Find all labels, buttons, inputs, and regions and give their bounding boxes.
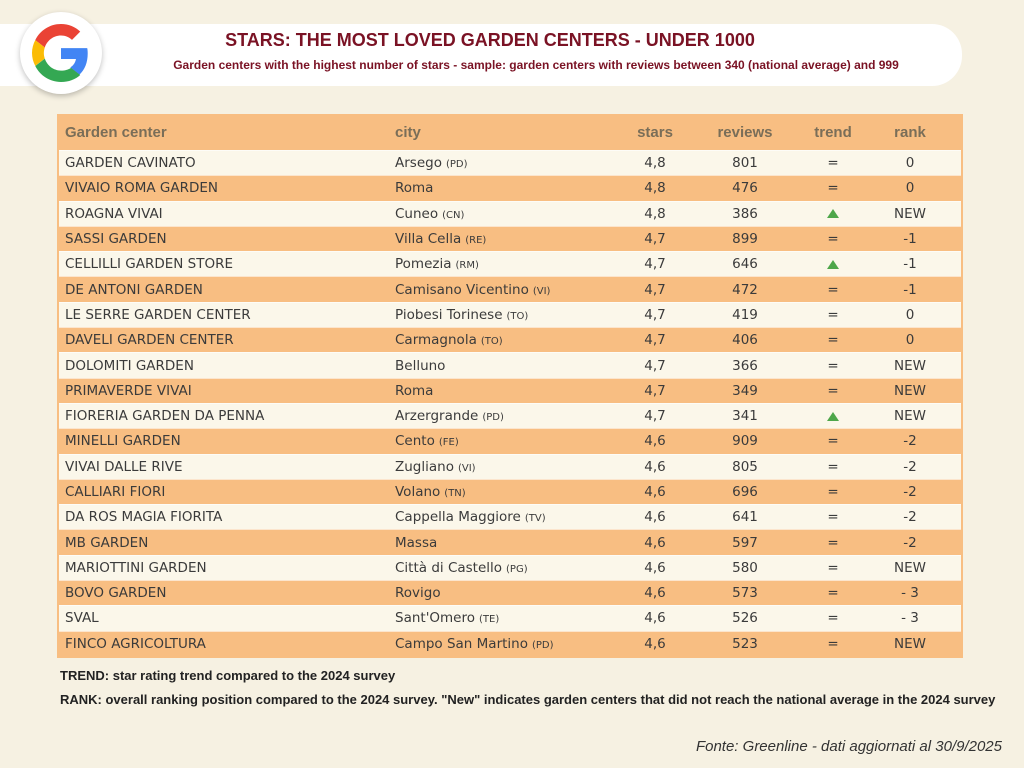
cell-reviews: 646 xyxy=(732,256,758,273)
cell-rank: NEW xyxy=(894,357,926,374)
table-row xyxy=(59,479,961,504)
cell-city xyxy=(389,282,617,298)
cell-rank: -2 xyxy=(903,509,917,526)
cell-trend: = xyxy=(827,180,839,197)
cell-trend xyxy=(797,412,869,421)
cell-city-name: Villa Cella xyxy=(395,231,462,248)
cell-name: LE SERRE GARDEN CENTER xyxy=(65,306,251,323)
cell-stars: 4,6 xyxy=(644,534,666,551)
cell-reviews: 805 xyxy=(732,458,758,475)
table-row xyxy=(59,201,961,226)
cell-city xyxy=(389,155,617,171)
ranking-table xyxy=(57,114,963,658)
cell-city xyxy=(389,332,617,348)
cell-rank: -2 xyxy=(903,433,917,450)
cell-city xyxy=(389,206,617,222)
cell-rank: -2 xyxy=(903,458,917,475)
cell-trend: = xyxy=(827,231,839,248)
cell-name: MB GARDEN xyxy=(65,534,149,551)
table-row xyxy=(59,175,961,200)
cell-city xyxy=(389,433,617,449)
cell-city-name: Belluno xyxy=(395,357,446,374)
table-row xyxy=(59,378,961,403)
cell-reviews: 472 xyxy=(732,281,758,298)
cell-reviews: 909 xyxy=(732,433,758,450)
cell-province: (RM) xyxy=(455,260,479,272)
cell-name: MINELLI GARDEN xyxy=(65,433,181,450)
table-row xyxy=(59,327,961,352)
cell-reviews: 573 xyxy=(732,585,758,602)
cell-city xyxy=(389,358,617,374)
footnotes xyxy=(60,666,1015,710)
table-row xyxy=(59,580,961,605)
cell-city-name: Sant'Omero xyxy=(395,610,475,627)
cell-name: FINCO AGRICOLTURA xyxy=(65,635,206,652)
table-row xyxy=(59,150,961,175)
cell-city xyxy=(389,509,617,525)
table-row xyxy=(59,226,961,251)
cell-stars: 4,6 xyxy=(644,433,666,450)
cell-province: (FE) xyxy=(438,437,459,449)
cell-stars: 4,6 xyxy=(644,635,666,652)
trend-up-icon xyxy=(827,209,839,218)
cell-province: (VI) xyxy=(457,462,476,474)
table-row xyxy=(59,403,961,428)
cell-province: (PD) xyxy=(532,639,554,651)
cell-name: GARDEN CAVINATO xyxy=(65,155,196,172)
table-body xyxy=(59,150,961,656)
cell-rank: NEW xyxy=(894,559,926,576)
cell-city xyxy=(389,484,617,500)
table-row xyxy=(59,251,961,276)
cell-stars: 4,6 xyxy=(644,610,666,627)
cell-city-name: Pomezia xyxy=(395,256,452,273)
table-row xyxy=(59,454,961,479)
table-row xyxy=(59,605,961,630)
cell-city-name: Volano xyxy=(395,484,441,500)
table-row xyxy=(59,529,961,554)
cell-province: (TN) xyxy=(444,488,466,499)
cell-city xyxy=(389,408,617,424)
cell-rank: - 3 xyxy=(901,610,919,627)
cell-rank: -1 xyxy=(903,281,917,298)
cell-trend: = xyxy=(827,509,839,526)
page-subtitle: Garden centers with the highest number of stars - sample: garden centers with reviews between 340 (national average) and 999 xyxy=(173,58,899,72)
cell-province: (PD) xyxy=(445,159,468,171)
cell-city xyxy=(389,610,617,626)
cell-stars: 4,7 xyxy=(644,256,666,273)
cell-city-name: Roma xyxy=(395,180,434,197)
cell-stars: 4,7 xyxy=(644,306,666,323)
cell-city-name: Arsego xyxy=(395,155,442,172)
cell-city-name: Cappella Maggiore xyxy=(395,509,521,526)
cell-city-name: Cuneo xyxy=(395,205,439,222)
cell-stars: 4,6 xyxy=(644,585,666,602)
cell-name: SVAL xyxy=(65,610,99,627)
cell-city-name: Cento xyxy=(395,433,435,450)
cell-name: MARIOTTINI GARDEN xyxy=(65,559,207,576)
cell-reviews: 801 xyxy=(732,155,758,172)
cell-reviews: 386 xyxy=(732,205,758,222)
table-row xyxy=(59,428,961,453)
cell-city-name: Piobesi Torinese xyxy=(395,306,503,323)
cell-trend: = xyxy=(827,382,839,399)
cell-province: (VI) xyxy=(532,285,551,297)
page-title: STARS: THE MOST LOVED GARDEN CENTERS - UNDER 1000 xyxy=(225,30,755,50)
cell-name: DAVELI GARDEN CENTER xyxy=(65,332,234,349)
cell-name: DA ROS MAGIA FIORITA xyxy=(65,509,223,526)
col-header-rank: rank xyxy=(894,123,926,141)
cell-trend: = xyxy=(827,357,839,374)
cell-stars: 4,7 xyxy=(644,408,666,425)
cell-stars: 4,7 xyxy=(644,281,666,298)
cell-province: (TO) xyxy=(480,336,503,348)
table-row xyxy=(59,352,961,377)
cell-city xyxy=(389,585,617,601)
google-logo xyxy=(20,12,102,94)
cell-reviews: 341 xyxy=(732,408,758,425)
cell-name: BOVO GARDEN xyxy=(65,585,167,602)
cell-trend: = xyxy=(827,635,839,652)
cell-stars: 4,8 xyxy=(644,155,666,172)
cell-stars: 4,6 xyxy=(644,458,666,475)
cell-reviews: 899 xyxy=(732,231,758,248)
table-row xyxy=(59,504,961,529)
cell-name: DOLOMITI GARDEN xyxy=(65,357,194,374)
col-header-name: Garden center xyxy=(65,123,167,141)
trend-up-icon xyxy=(827,260,839,269)
cell-reviews: 366 xyxy=(732,357,758,374)
cell-rank: NEW xyxy=(894,382,926,399)
cell-province: (PD) xyxy=(482,412,504,424)
google-g-icon xyxy=(32,24,90,82)
cell-city xyxy=(389,459,617,475)
cell-trend: = xyxy=(827,306,839,323)
cell-rank: 0 xyxy=(905,180,915,197)
cell-city xyxy=(389,307,617,323)
cell-trend: = xyxy=(827,585,839,602)
cell-city xyxy=(389,383,617,399)
cell-trend: = xyxy=(827,559,839,576)
col-header-trend: trend xyxy=(814,123,852,141)
cell-stars: 4,6 xyxy=(644,559,666,576)
cell-city-name: Città di Castello xyxy=(395,559,503,576)
cell-name: FIORERIA GARDEN DA PENNA xyxy=(65,408,265,425)
trend-up-icon xyxy=(827,412,839,421)
cell-reviews: 641 xyxy=(732,509,758,526)
cell-rank: -2 xyxy=(903,484,917,500)
cell-city-name: Zugliano xyxy=(395,458,454,475)
col-header-stars: stars xyxy=(637,123,673,141)
cell-rank: - 3 xyxy=(901,585,919,602)
cell-stars: 4,7 xyxy=(644,332,666,349)
table-row xyxy=(59,555,961,580)
cell-name: VIVAI DALLE RIVE xyxy=(65,458,183,475)
cell-rank: 0 xyxy=(905,155,915,172)
cell-trend xyxy=(797,260,869,269)
cell-rank: 0 xyxy=(905,306,915,323)
cell-trend xyxy=(797,209,869,218)
cell-province: (RE) xyxy=(465,235,487,247)
cell-reviews: 526 xyxy=(732,610,758,627)
cell-city-name: Roma xyxy=(395,382,434,399)
trend-note: TREND: star rating trend compared to the 2024 survey xyxy=(60,668,396,683)
cell-rank: NEW xyxy=(894,205,926,222)
cell-city-name: Rovigo xyxy=(395,585,441,602)
cell-rank: -1 xyxy=(903,256,917,273)
cell-stars: 4,6 xyxy=(644,484,666,500)
cell-name: ROAGNA VIVAI xyxy=(65,205,163,222)
cell-stars: 4,8 xyxy=(644,205,666,222)
cell-stars: 4,6 xyxy=(644,509,666,526)
cell-province: (TO) xyxy=(506,310,529,322)
cell-city-name: Camisano Vicentino xyxy=(395,281,529,298)
col-header-city: city xyxy=(395,123,421,141)
cell-name: PRIMAVERDE VIVAI xyxy=(65,382,192,399)
cell-city-name: Campo San Martino xyxy=(395,635,528,652)
cell-trend: = xyxy=(827,610,839,627)
cell-trend: = xyxy=(827,534,839,551)
cell-city-name: Massa xyxy=(395,534,438,551)
cell-trend: = xyxy=(827,484,839,500)
cell-reviews: 523 xyxy=(732,635,758,652)
source-note: Fonte: Greenline - dati aggiornati al 30/9/2025 xyxy=(695,738,1002,755)
cell-rank: -1 xyxy=(903,231,917,248)
cell-province: (CN) xyxy=(442,209,465,221)
cell-reviews: 476 xyxy=(732,180,758,197)
cell-reviews: 580 xyxy=(732,559,758,576)
cell-name: VIVAIO ROMA GARDEN xyxy=(65,180,219,197)
cell-city xyxy=(389,535,617,551)
cell-city xyxy=(389,560,617,576)
cell-trend: = xyxy=(827,433,839,450)
cell-reviews: 696 xyxy=(732,484,758,500)
cell-trend: = xyxy=(827,458,839,475)
cell-trend: = xyxy=(827,155,839,172)
cell-city xyxy=(389,636,617,652)
cell-reviews: 419 xyxy=(732,306,758,323)
cell-province: (TE) xyxy=(479,614,500,626)
cell-name: SASSI GARDEN xyxy=(65,231,167,248)
cell-name: DE ANTONI GARDEN xyxy=(65,281,203,298)
cell-reviews: 349 xyxy=(732,382,758,399)
cell-rank: NEW xyxy=(894,408,926,425)
cell-rank: NEW xyxy=(894,635,926,652)
cell-stars: 4,7 xyxy=(644,382,666,399)
cell-stars: 4,7 xyxy=(644,357,666,374)
cell-province: (PG) xyxy=(506,563,528,575)
cell-stars: 4,8 xyxy=(644,180,666,197)
table-row xyxy=(59,631,961,656)
rank-note: RANK: overall ranking position compared to the 2024 survey. "New" indicates garden centers that did not reach the national average in the 2024 survey xyxy=(60,692,996,707)
cell-city xyxy=(389,231,617,247)
cell-rank: 0 xyxy=(905,332,915,349)
cell-city xyxy=(389,180,617,196)
cell-trend: = xyxy=(827,281,839,298)
table-header xyxy=(59,114,961,150)
cell-province: (TV) xyxy=(524,513,546,525)
col-header-reviews: reviews xyxy=(717,123,773,141)
table-row xyxy=(59,276,961,301)
cell-stars: 4,7 xyxy=(644,231,666,248)
cell-city-name: Arzergrande xyxy=(395,408,479,425)
table-row xyxy=(59,302,961,327)
cell-reviews: 406 xyxy=(732,332,758,349)
cell-reviews: 597 xyxy=(732,534,758,551)
cell-city xyxy=(389,256,617,272)
cell-name: CALLIARI FIORI xyxy=(65,484,166,500)
cell-trend: = xyxy=(827,332,839,349)
cell-rank: -2 xyxy=(903,534,917,551)
cell-name: CELLILLI GARDEN STORE xyxy=(65,256,234,273)
cell-city-name: Carmagnola xyxy=(395,332,477,349)
